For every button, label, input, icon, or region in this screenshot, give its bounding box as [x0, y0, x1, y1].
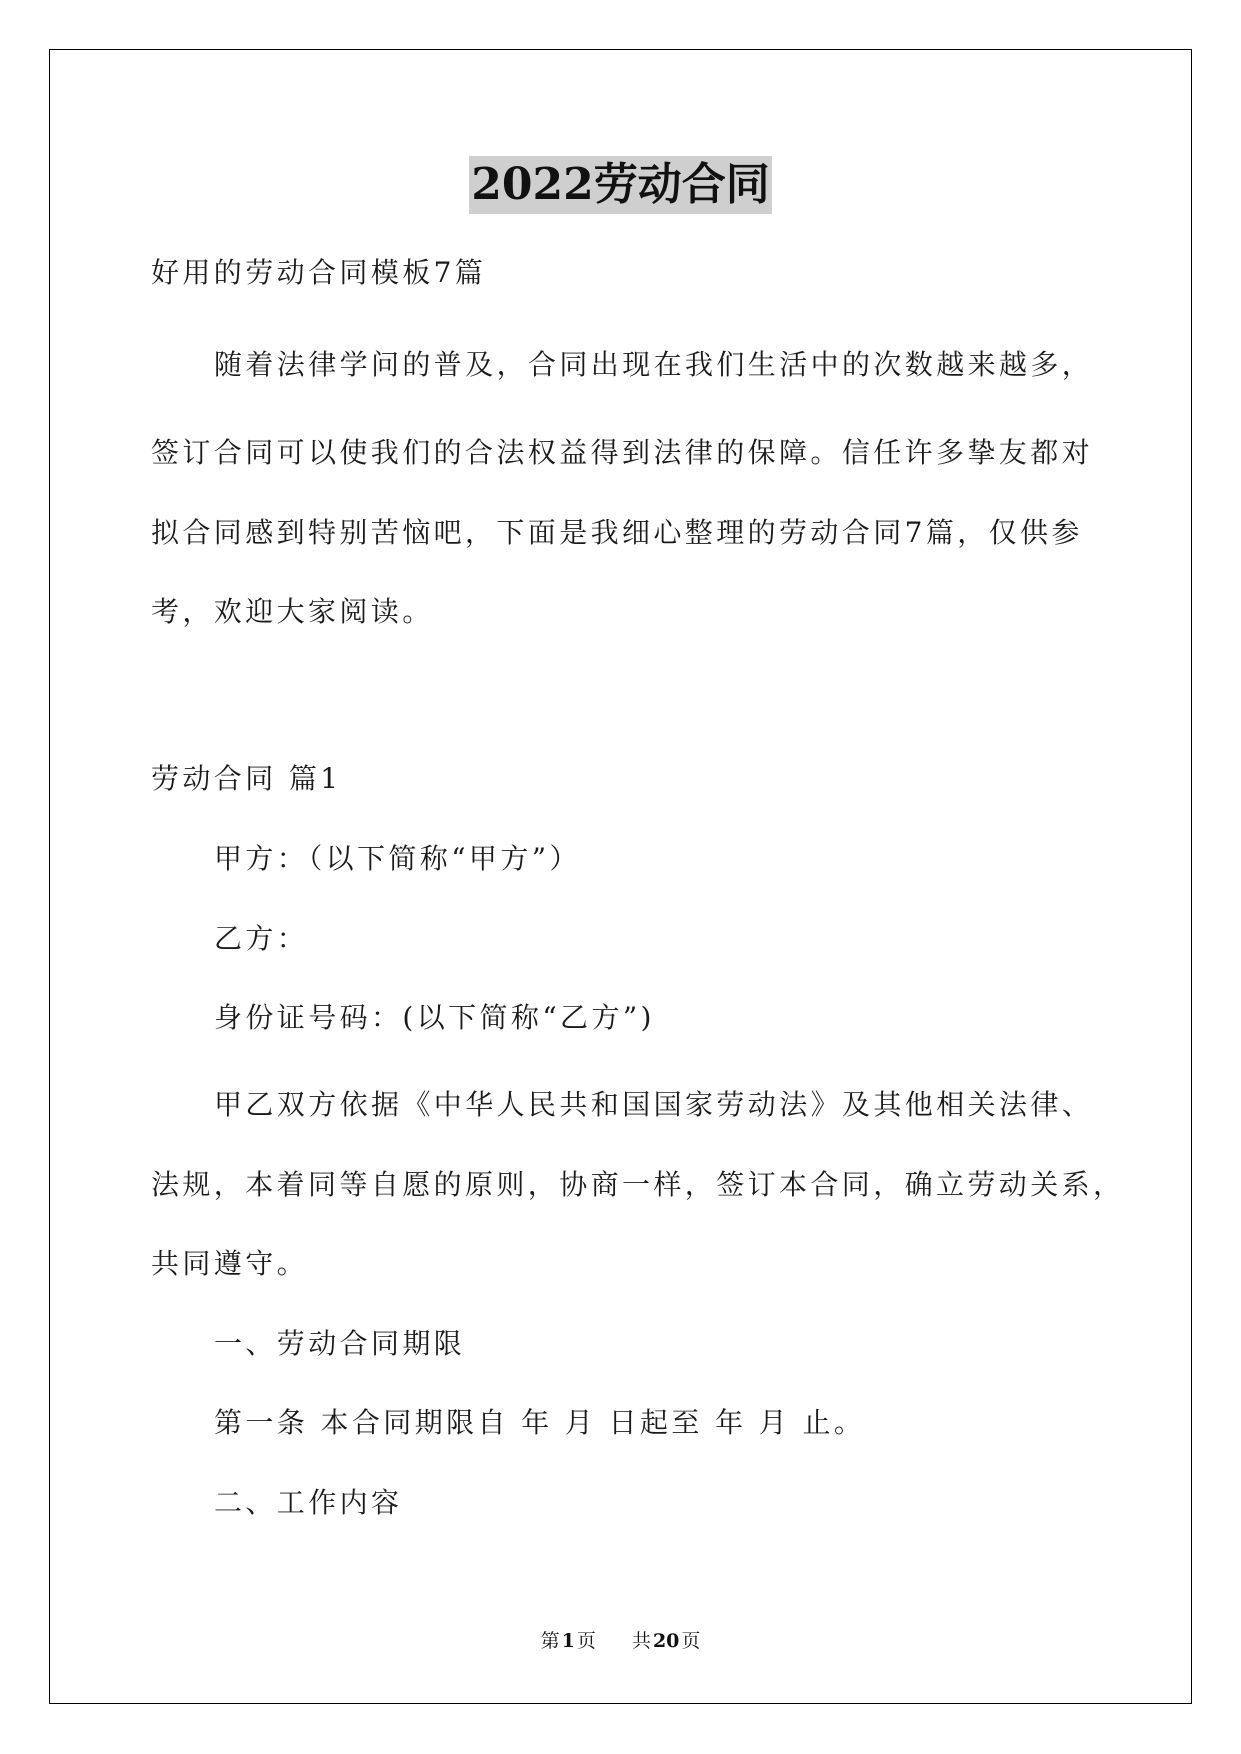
total-prefix: 共	[631, 1630, 651, 1652]
article-1: 第一条 本合同期限自 年 月 日起至 年 月 止。	[214, 1406, 866, 1439]
title-container	[0, 156, 1241, 214]
clause-heading-1: 一、劳动合同期限	[214, 1327, 466, 1360]
page-current-number: 1	[561, 1630, 575, 1652]
clause-heading-2: 二、工作内容	[214, 1486, 403, 1519]
page-total-number: 20	[652, 1630, 680, 1652]
intro-line-3: 拟合同感到特别苦恼吧，下面是我细心整理的劳动合同7篇，仅供参	[151, 516, 1083, 549]
preamble-line-2: 法规，本着同等自愿的原则，协商一样，签订本合同，确立劳动关系，	[151, 1168, 1125, 1201]
id-number-line: 身份证号码：(以下简称“乙方”)	[214, 1001, 655, 1034]
party-a-line: 甲方：（以下简称“甲方”）	[214, 842, 581, 875]
document-title: 2022劳动合同	[469, 156, 771, 214]
page-suffix: 页	[576, 1630, 596, 1652]
preamble-line-1: 甲乙双方依据《中华人民共和国国家劳动法》及其他相关法律、	[214, 1088, 1094, 1121]
section-heading: 劳动合同 篇1	[151, 762, 342, 795]
intro-line-2: 签订合同可以使我们的合法权益得到法律的保障。信任许多挚友都对	[151, 436, 1094, 469]
page-prefix: 第	[540, 1630, 560, 1652]
intro-line-1: 随着法律学问的普及，合同出现在我们生活中的次数越来越多，	[214, 348, 1094, 381]
total-suffix: 页	[681, 1630, 701, 1652]
party-b-line: 乙方：	[214, 922, 309, 955]
document-subtitle: 好用的劳动合同模板7篇	[151, 256, 487, 289]
intro-line-4: 考，欢迎大家阅读。	[151, 595, 434, 628]
preamble-line-3: 共同遵守。	[151, 1247, 309, 1280]
page-footer	[0, 1628, 1241, 1654]
